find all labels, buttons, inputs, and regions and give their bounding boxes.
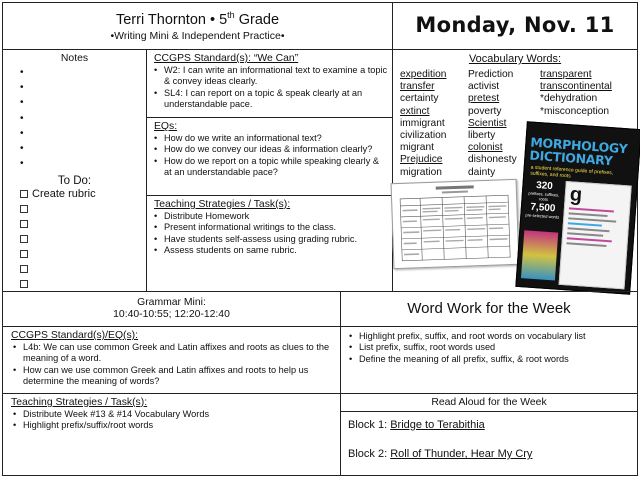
list-item: • L4b: We can use common Greek and Latin affixes and roots as clues to the meaning of a word. — [11, 342, 334, 365]
book-count-badge-1: 320 prefixes, suffixes, roots — [528, 180, 560, 202]
vocab-word: migration — [400, 166, 442, 178]
vocab-word: poverty — [468, 105, 502, 117]
list-item: • Define the meaning of all prefix, suffix, & root words — [347, 354, 627, 365]
vocab-word: colonist — [468, 142, 503, 154]
eqs-title: EQs: — [154, 121, 178, 132]
vocab-word: transparent — [540, 69, 592, 80]
subtitle: •Writing Mini & Independent Practice• — [110, 29, 285, 42]
header-left — [2, 2, 393, 50]
read-aloud-block-2: Block 2: Roll of Thunder, Hear My Cry — [348, 448, 533, 460]
word-work-title: Word Work for the Week — [407, 300, 571, 317]
list-item: • Assess students on same rubric. — [152, 245, 388, 256]
grammar-strategies-panel — [2, 393, 341, 476]
vocab-word: transcontinental — [540, 81, 612, 93]
strategies-title: Teaching Strategies / Task(s): — [154, 199, 291, 210]
list-item: • W2: I can write an informational text to examine a topic & convey ideas clearly. — [152, 65, 388, 88]
checkbox[interactable] — [20, 265, 28, 273]
notes-title: Notes — [60, 53, 89, 64]
vocab-word: dishonesty — [468, 154, 517, 166]
list-item: • Distribute Homework — [152, 211, 388, 222]
word-work-list — [347, 331, 627, 365]
vocab-col-1 — [400, 69, 446, 179]
eqs-panel — [146, 117, 393, 196]
vocab-word: transfer — [400, 81, 435, 93]
rubric-thumbnail — [391, 179, 520, 269]
note-bullet: • — [20, 112, 24, 124]
eqs-list — [152, 133, 388, 178]
book-subtitle: a student reference guide of prefixes, suffixes, and roots — [530, 164, 614, 180]
checkbox[interactable] — [20, 280, 28, 288]
vocab-word: Prejudice — [400, 154, 443, 166]
notes-bullets — [20, 67, 146, 173]
book-title: MORPHOLOGY DICTIONARY — [529, 134, 628, 168]
list-item: • List prefix, suffix, root words used — [347, 342, 627, 353]
checkbox[interactable] — [20, 220, 28, 228]
note-bullet: • — [20, 158, 24, 170]
note-bullet: • — [20, 142, 24, 154]
todo-item[interactable] — [20, 233, 146, 248]
vocab-col-2 — [468, 69, 517, 179]
read-aloud-panel — [340, 411, 638, 476]
header-date-box — [392, 2, 638, 50]
book-letter: g — [569, 183, 583, 207]
vocab-word: Prediction — [468, 69, 514, 80]
read-aloud-block-1: Block 1: Bridge to Terabithia — [348, 419, 485, 431]
checkbox[interactable] — [20, 205, 28, 213]
book-stripe — [521, 230, 558, 280]
standards-list — [152, 65, 388, 110]
list-item: • How do we convey our ideas & information clearly? — [152, 144, 388, 155]
vocabulary-title: Vocabulary Words: — [468, 53, 562, 65]
vocab-word: expedition — [400, 69, 447, 80]
strategies-panel — [146, 195, 393, 292]
vocab-word: immigrant — [400, 117, 445, 129]
list-item: • Highlight prefix/suffix/root words — [11, 420, 334, 431]
vocab-word: pretest — [468, 93, 500, 105]
grammar-strategies-title: Teaching Strategies / Task(s): — [11, 397, 148, 408]
list-item: • Distribute Week #13 & #14 Vocabulary Words — [11, 409, 334, 420]
book-page-inset — [559, 181, 632, 289]
book-count-badge-2: 7,500 pre-selected words — [525, 201, 560, 220]
list-item: • Highlight prefix, suffix, and root words on vocabulary list — [347, 331, 627, 342]
note-bullet: • — [20, 67, 24, 78]
list-item: • Have students self-assess using grading rubric. — [152, 234, 388, 245]
todo-title: To Do: — [57, 175, 92, 188]
grammar-header — [2, 291, 341, 327]
vocab-word: liberty — [468, 130, 496, 142]
book-cover — [515, 121, 640, 295]
note-bullet: • — [20, 127, 24, 139]
vocab-word: dainty — [468, 166, 496, 178]
list-item: • How can we use common Greek and Latin affixes and roots to help us determine the meaning of words? — [11, 365, 334, 388]
checkbox[interactable] — [20, 250, 28, 258]
grammar-standards-title: CCGPS Standard(s)/EQ(s): — [11, 330, 139, 341]
rubric-table-graphic — [392, 180, 519, 268]
teacher-grade: Terri Thornton • 5th Grade — [115, 10, 280, 28]
checkbox[interactable] — [20, 235, 28, 243]
notes-panel — [2, 49, 147, 292]
vocab-word: civilization — [400, 130, 447, 142]
word-work-header — [340, 291, 638, 327]
note-bullet: • — [20, 97, 24, 109]
list-item: • SL4: I can report on a topic & speak clearly at an understandable pace. — [152, 88, 388, 111]
grammar-standards-panel — [2, 326, 341, 394]
todo-list — [20, 188, 146, 293]
vocabulary-panel — [392, 49, 638, 292]
vocab-word: activist — [468, 81, 500, 93]
todo-item[interactable] — [20, 248, 146, 263]
vocab-word: *misconception — [540, 105, 610, 117]
todo-item[interactable] — [20, 203, 146, 218]
standards-title: CCGPS Standard(s): “We Can” — [154, 53, 299, 64]
page-title: Monday, Nov. 11 — [415, 13, 615, 37]
vocab-word: *dehydration — [540, 93, 598, 105]
read-aloud-title: Read Aloud for the Week — [431, 397, 547, 408]
grammar-strategies-list — [11, 409, 334, 432]
todo-item[interactable] — [20, 263, 146, 278]
grammar-title: Grammar Mini: — [137, 297, 206, 308]
vocab-word: extinct — [400, 105, 430, 117]
word-work-panel — [340, 326, 638, 394]
vocab-word: Scientist — [468, 117, 507, 129]
grammar-standards-list — [11, 342, 334, 387]
list-item: • How do we write an informational text? — [152, 133, 388, 144]
note-bullet: • — [20, 82, 24, 94]
read-aloud-header — [340, 393, 638, 412]
list-item: • Present informational writings to the class. — [152, 222, 388, 233]
todo-item[interactable] — [20, 218, 146, 233]
vocab-word: certainty — [400, 93, 439, 105]
vocab-col-3 — [540, 69, 612, 118]
vocab-word: migrant — [400, 142, 434, 154]
checkbox[interactable] — [20, 190, 28, 198]
grammar-times: 10:40-10:55; 12:20-12:40 — [113, 309, 230, 320]
todo-item[interactable]: Create rubric — [20, 188, 146, 203]
strategies-list — [152, 211, 388, 256]
list-item: • How do we report on a topic while speaking clearly & at an understandable pace? — [152, 156, 388, 179]
standards-panel — [146, 49, 393, 118]
